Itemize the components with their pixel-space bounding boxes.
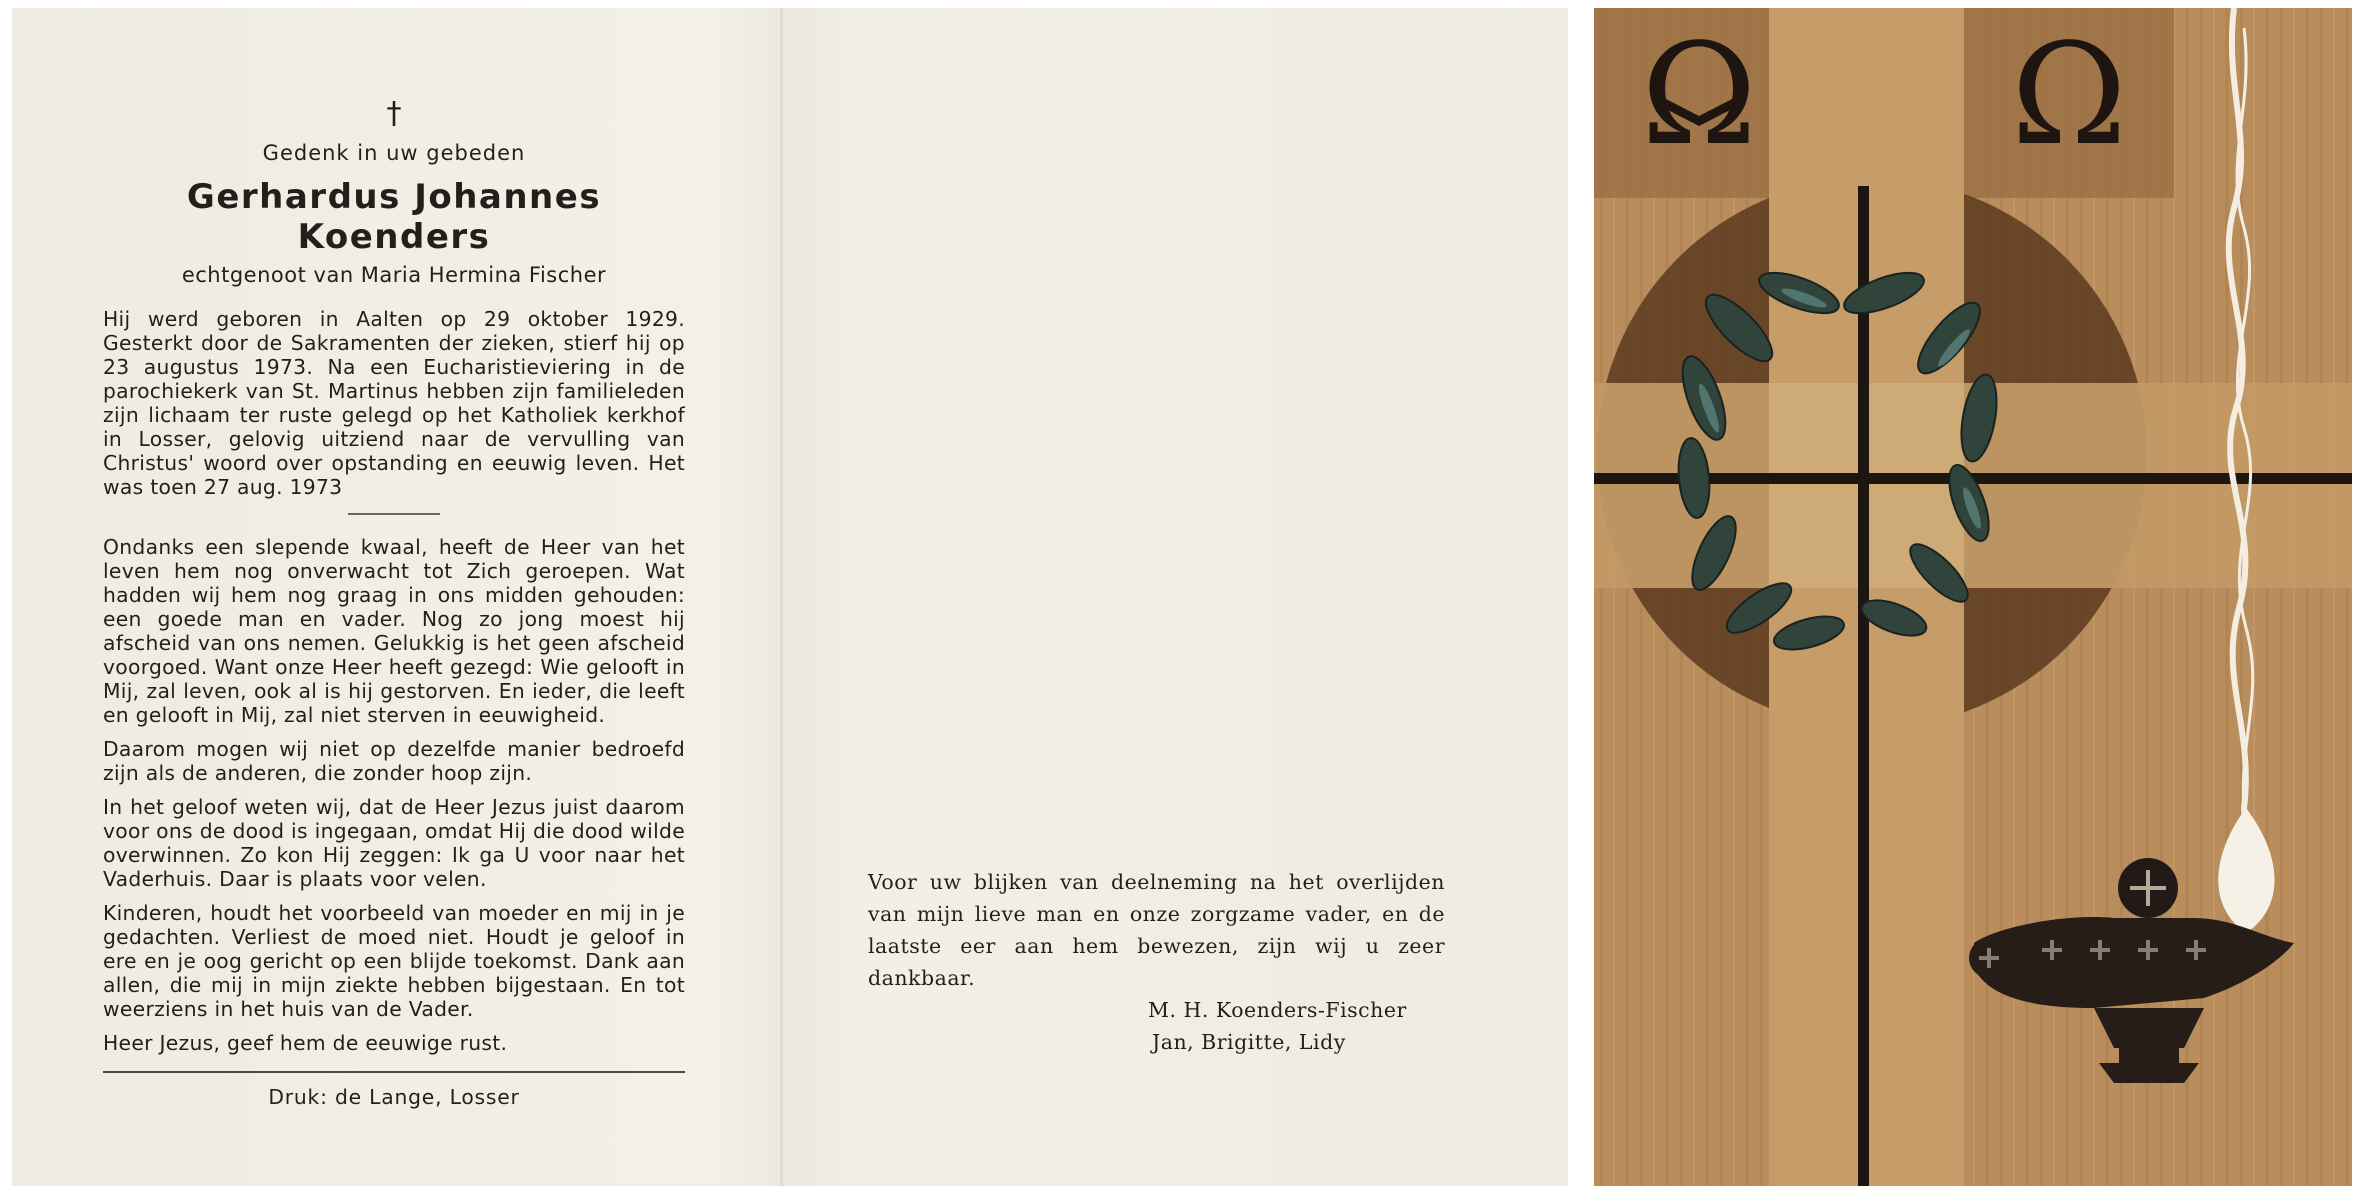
omega-right: Ω bbox=[2010, 14, 2128, 177]
text-paragraph: Kinderen, houdt het voorbeeld van moeder en mij in je gedachten. Verliest de moed niet. Houdt je geloof in ere en je oog gericht op een blijde toekomst. Dank aan allen, die mij in mijn ziekte hebben bijgestaan. En tot weerziens in het huis van de Vader. bbox=[103, 901, 685, 1021]
cross-symbol: † bbox=[386, 96, 402, 131]
signer-name: M. H. Koenders-Fischer bbox=[1148, 998, 1407, 1022]
bio-paragraph: Hij werd geboren in Aalten op 29 oktober 1929. Gesterkt door de Sakramenten der zieken, stierf hij op 23 augustus 1973. Na een Eucharistieviering in de parochiekerk van St. Martinus hebben zijn familieleden zijn lichaam ter ruste gelegd op het Katholiek kerkhof in Losser, gelovig uitziend naar de vervulling van Christus' woord over opstanding en eeuwig leven. Het was toen 27 aug. 1973 bbox=[103, 307, 685, 499]
deceased-name: Gerhardus Johannes Koenders bbox=[186, 177, 602, 257]
thanks-text: Voor uw blijken van deelneming na het overlijden van mijn lieve man en onze zorgzame vader, en de laatste eer aan hem bewezen, zijn wij u zeer dankbaar. bbox=[868, 870, 1445, 990]
text-paragraph: Daarom mogen wij niet op dezelfde manier bedroefd zijn als de anderen, die zonder hoop zijn. bbox=[103, 737, 685, 785]
cross-line-vertical bbox=[1858, 186, 1869, 1186]
cover-illustration bbox=[1594, 8, 2352, 1186]
card-fold bbox=[780, 8, 783, 1186]
closing-prayer: Heer Jezus, geef hem de eeuwige rust. bbox=[103, 1031, 508, 1055]
signer-children: Jan, Brigitte, Lidy bbox=[1152, 1030, 1346, 1054]
cover-artwork bbox=[1594, 8, 2352, 1186]
separator-line bbox=[348, 513, 440, 515]
omega-left: Ω bbox=[1640, 14, 1758, 177]
text-paragraph: Ondanks een slepende kwaal, heeft de Heer van het leven hem nog onverwacht tot Zich geroepen. Wat hadden wij hem nog graag in ons midden gehouden: een goede man en vader. Nog zo jong moest hij afscheid van ons nemen. Gelukkig is het geen afscheid voorgoed. Want onze Heer heeft gezegd: Wie gelooft in Mij, zal leven, ook al is hij gestorven. En ieder, die leeft en gelooft in Mij, zal niet sterven in eeuwigheid. bbox=[103, 535, 685, 727]
signers bbox=[1148, 994, 1407, 1058]
left-page bbox=[103, 96, 685, 1109]
intro-line: Gedenk in uw gebeden bbox=[262, 141, 526, 165]
printer-credit: Druk: de Lange, Losser bbox=[268, 1085, 520, 1109]
spouse-line: echtgenoot van Maria Hermina Fischer bbox=[181, 263, 607, 287]
text-paragraph: In het geloof weten wij, dat de Heer Jezus juist daarom voor ons de dood is ingegaan, omdat Hij die dood wilde overwinnen. Zo kon Hij zeggen: Ik ga U voor naar het Vaderhuis. Daar is plaats voor velen. bbox=[103, 795, 685, 891]
bottom-rule bbox=[103, 1071, 685, 1073]
